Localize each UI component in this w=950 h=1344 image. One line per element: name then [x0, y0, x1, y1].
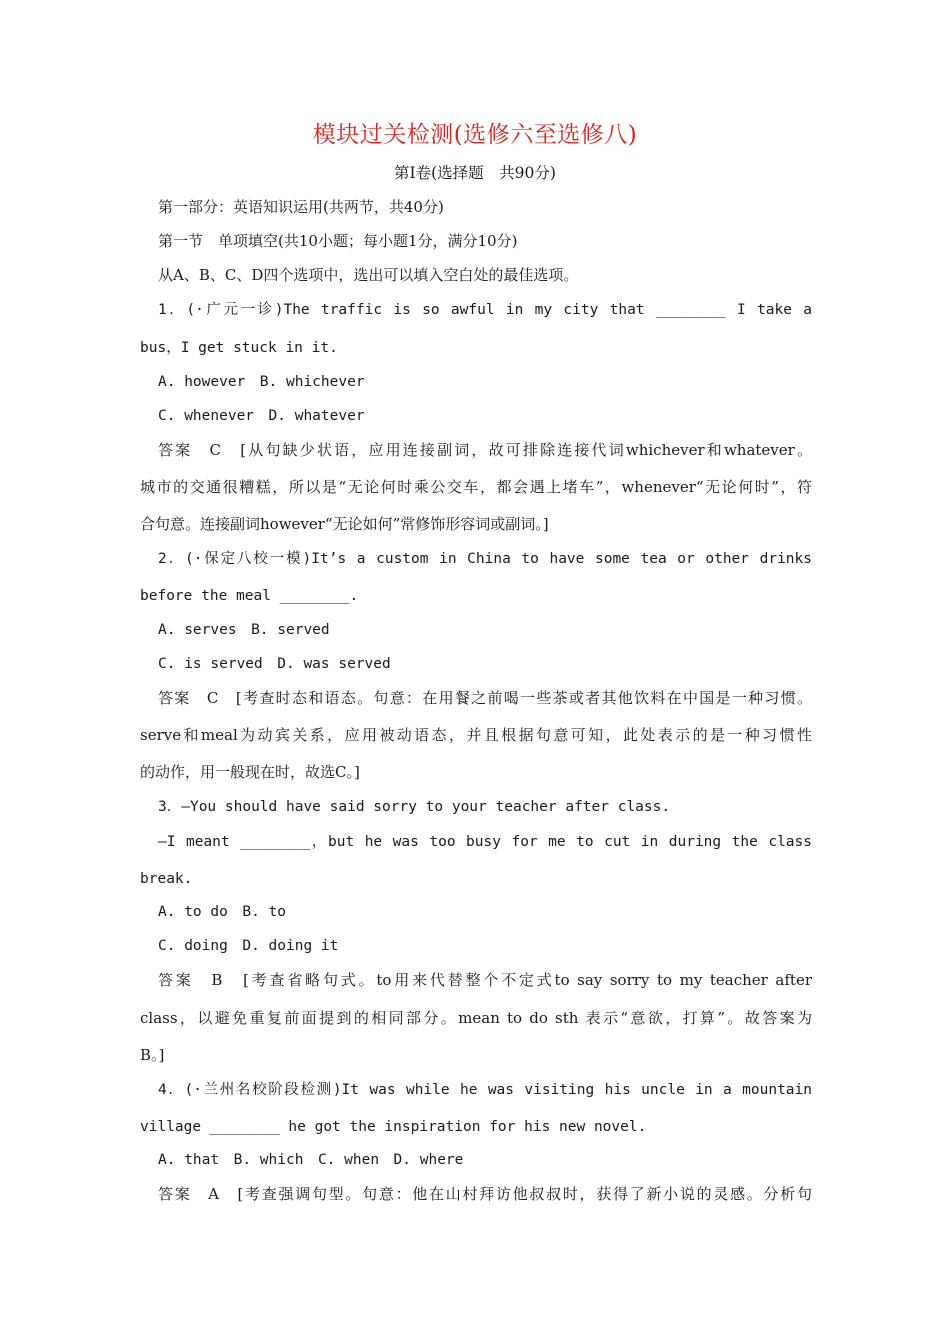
answer-2-cont: 的动作，用一般现在时，故选C。] — [140, 763, 360, 781]
instructions: 从A、B、C、D四个选项中，选出可以填入空白处的最佳选项。 — [158, 266, 579, 284]
question-2-options-ab: A. serves B. served — [158, 622, 330, 638]
answer-3: 答案 B [考查省略句式。to用来代替整个不定式to say sorry to my teacher after — [158, 971, 812, 989]
answer-1-cont: 城市的交通很糟糕，所以是“无论何时乘公交车，都会遇上堵车”，whenever“无论何时”，符 — [140, 478, 812, 496]
question-3-stem-cont: —I meant ________，but he was too busy for me to cut in during the class — [158, 834, 812, 850]
answer-3-cont: B。] — [140, 1046, 165, 1064]
document-title: 模块过关检测(选修六至选修八) — [312, 122, 638, 148]
answer-4: 答案 A [考查强调句型。句意：他在山村拜访他叔叔时，获得了新小说的灵感。分析句 — [158, 1185, 812, 1203]
answer-1: 答案 C [从句缺少状语，应用连接副词，故可排除连接代词whichever和whatever。 — [158, 441, 812, 459]
question-1-stem: 1．(·广元一诊)The traffic is so awful in my city that ________ I take a — [158, 302, 812, 318]
answer-2: 答案 C [考查时态和语态。句意：在用餐之前喝一些茶或者其他饮料在中国是一种习惯。 — [158, 689, 812, 707]
answer-2-cont: serve和meal为动宾关系，应用被动语态，并且根据句意可知，此处表示的是一种习惯性 — [140, 726, 812, 744]
question-2-options-cd: C. is served D. was served — [158, 656, 391, 672]
question-2-stem-cont: before the meal ________. — [140, 588, 359, 604]
question-3-options-cd: C. doing D. doing it — [158, 938, 339, 954]
question-4-stem-cont: village ________ he got the inspiration for his new novel. — [140, 1119, 647, 1135]
question-1-stem-cont: bus，I get stuck in it. — [140, 340, 338, 356]
question-2-stem: 2．(·保定八校一模)It’s a custom in China to have some tea or other drinks — [158, 551, 812, 567]
section-heading: 第一节 单项填空(共10小题；每小题1分，满分10分) — [158, 232, 518, 250]
question-3-stem: 3．—You should have said sorry to your teacher after class. — [158, 799, 671, 815]
answer-3-cont: class，以避免重复前面提到的相同部分。mean to do sth 表示“意欲，打算”。故答案为 — [140, 1009, 812, 1027]
question-3-options-ab: A. to do B. to — [158, 904, 286, 920]
question-1-options-ab: A. however B. whichever — [158, 374, 365, 390]
question-1-options-cd: C. whenever D. whatever — [158, 408, 365, 424]
part-heading: 第一部分：英语知识运用(共两节，共40分) — [158, 198, 444, 216]
section-subtitle: 第Ⅰ卷(选择题 共90分) — [394, 164, 556, 182]
question-3-stem-cont: break. — [140, 871, 193, 887]
answer-1-cont: 合句意。连接副词however“无论如何”常修饰形容词或副词。] — [140, 515, 549, 533]
question-4-options: A. that B. which C. when D. where — [158, 1152, 464, 1168]
question-4-stem: 4．(·兰州名校阶段检测)It was while he was visiting his uncle in a mountain — [158, 1082, 812, 1098]
